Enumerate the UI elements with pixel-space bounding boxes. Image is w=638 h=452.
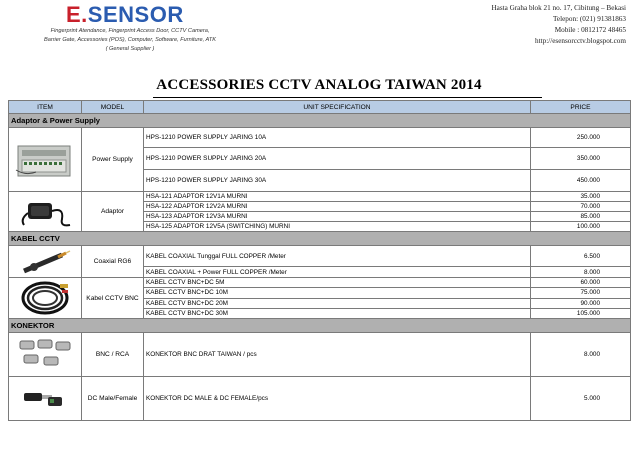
model-bnc-rca: BNC / RCA [82, 333, 144, 377]
coaxial-cable-icon [9, 246, 82, 278]
price-cell: 90.000 [531, 298, 631, 308]
spec-cell: KONEKTOR DC MALE & DC FEMALE/pcs [144, 377, 531, 421]
section-row [9, 232, 631, 246]
spec-cell: KABEL CCTV BNC+DC 10M [144, 288, 531, 298]
section-title: KABEL CCTV [9, 232, 631, 246]
contact-info [491, 3, 626, 47]
price-cell: 250.000 [531, 128, 631, 148]
tagline-line: Fingerprint Atendance, Fingerprint Access Door, CCTV Camera, [50, 28, 210, 34]
section-title: Adaptor & Power Supply [9, 114, 631, 128]
table-row [9, 333, 631, 377]
model-bnc-cable: Kabel CCTV BNC [82, 278, 144, 319]
address-line: Hasta Graha blok 21 no. 17, Cibitung – Bekasi [491, 4, 626, 12]
spec-cell: HSA-122 ADAPTOR 12V2A MURNI [144, 202, 531, 212]
spec-cell: HSA-123 ADAPTOR 12V3A MURNI [144, 212, 531, 222]
model-power-supply: Power Supply [82, 128, 144, 192]
page-title: ACCESSORIES CCTV ANALOG TAIWAN 2014 [156, 77, 482, 93]
table-row [9, 192, 631, 202]
price-cell: 35.000 [531, 192, 631, 202]
bnc-connectors-icon [9, 333, 82, 377]
price-cell: 100.000 [531, 222, 631, 232]
column-header-item: ITEM [9, 101, 82, 114]
price-cell: 105.000 [531, 308, 631, 318]
company-logo: E.SENSOR [66, 2, 184, 27]
phone-line: Telepon: (021) 91381863 [553, 15, 626, 23]
company-tagline [14, 27, 246, 54]
dc-connector-icon [9, 377, 82, 421]
bnc-cable-coil-icon [9, 278, 82, 319]
column-header-spec: UNIT SPECIFICATION [144, 101, 531, 114]
table-row [9, 377, 631, 421]
price-cell: 70.000 [531, 202, 631, 212]
spec-cell: KABEL COAXIAL Tunggal FULL COPPER /Meter [144, 246, 531, 267]
price-cell: 75.000 [531, 288, 631, 298]
model-dc: DC Male/Female [82, 377, 144, 421]
spec-cell: HPS-1210 POWER SUPPLY JARING 20A [144, 148, 531, 170]
spec-cell: KONEKTOR BNC DRAT TAIWAN / pcs [144, 333, 531, 377]
price-cell: 5.000 [531, 377, 631, 421]
website-link[interactable]: http://esensorcctv.blogspot.com [535, 37, 626, 45]
section-title: KONEKTOR [9, 319, 631, 333]
spec-cell: KABEL CCTV BNC+DC 20M [144, 298, 531, 308]
section-row [9, 114, 631, 128]
mobile-line: Mobile : 0812172 48465 [554, 26, 626, 34]
table-row [9, 246, 631, 267]
table-header-row [9, 101, 631, 114]
spec-cell: KABEL CCTV BNC+DC 30M [144, 308, 531, 318]
price-cell: 60.000 [531, 278, 631, 288]
price-cell: 8.000 [531, 267, 631, 278]
price-table [8, 100, 631, 421]
table-row [9, 278, 631, 288]
column-header-price: PRICE [531, 101, 631, 114]
spec-cell: HPS-1210 POWER SUPPLY JARING 30A [144, 170, 531, 192]
title-underline [153, 97, 542, 98]
tagline-line: Barrier Gate, Accessories (POS), Computer, Software, Furniture, ATK [43, 37, 216, 43]
price-cell: 6.500 [531, 246, 631, 267]
price-cell: 8.000 [531, 333, 631, 377]
power-supply-box-icon [9, 128, 82, 192]
tagline-line: ( General Supplier ) [105, 46, 155, 52]
section-row [9, 319, 631, 333]
spec-cell: HPS-1210 POWER SUPPLY JARING 10A [144, 128, 531, 148]
price-cell: 350.000 [531, 148, 631, 170]
price-cell: 85.000 [531, 212, 631, 222]
price-cell: 450.000 [531, 170, 631, 192]
spec-cell: KABEL COAXIAL + Power FULL COPPER /Meter [144, 267, 531, 278]
spec-cell: KABEL CCTV BNC+DC 5M [144, 278, 531, 288]
column-header-model: MODEL [82, 101, 144, 114]
adaptor-icon [9, 192, 82, 232]
model-coaxial: Coaxial RG6 [82, 246, 144, 278]
spec-cell: HSA-125 ADAPTOR 12V5A (SWITCHING) MURNI [144, 222, 531, 232]
table-row [9, 128, 631, 148]
spec-cell: HSA-121 ADAPTOR 12V1A MURNI [144, 192, 531, 202]
model-adaptor: Adaptor [82, 192, 144, 232]
